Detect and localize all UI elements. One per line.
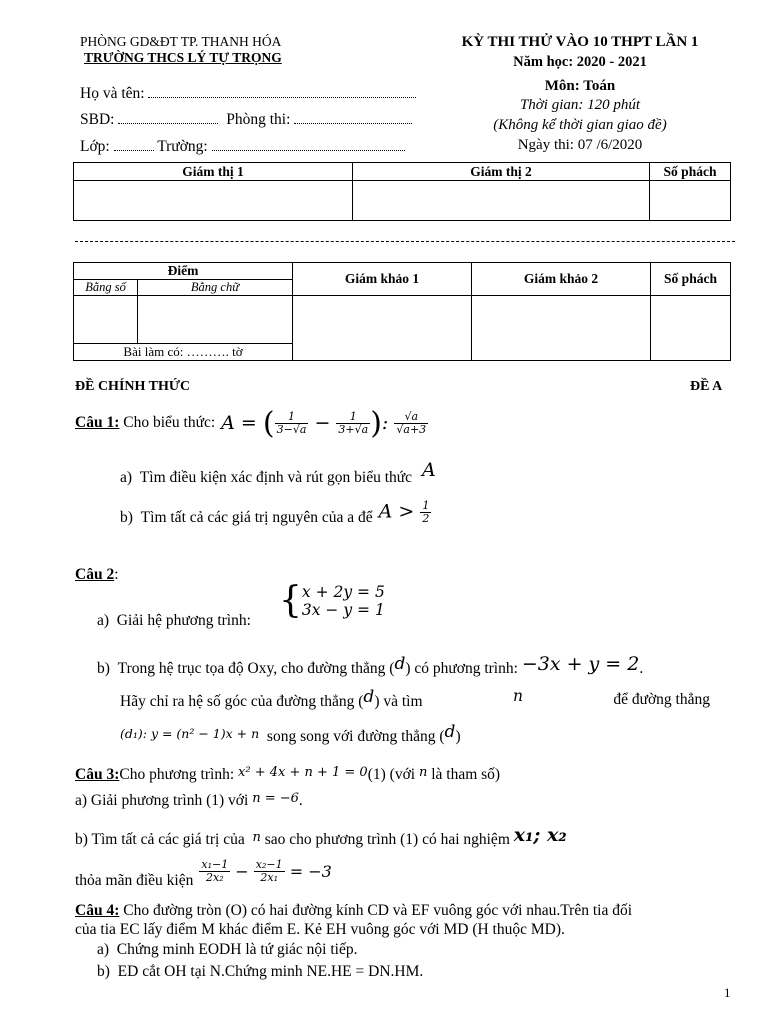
q1a: a) Tìm điều kiện xác định và rút gọn biểu thức A <box>120 459 436 486</box>
q1b-condition: A > $\frac{1}{2}$ <box>378 498 430 525</box>
q1-expression: A = ( $\frac{1}{3-√a}$ − $\frac{1}{3+√a}$ ) : $\frac{√a}{√a+3}$ <box>221 405 427 441</box>
q2b-line2: Hãy chỉ ra hệ số góc của đường thẳng (d) và tìm n để đường thẳng <box>120 687 710 710</box>
school-year: Năm học: 2020 - 2021 <box>513 54 647 70</box>
q4b: b) ED cắt OH tại N.Chứng minh NE.HE = DN.HM. <box>97 963 424 980</box>
q2a-eq1: x + 2y = 5 <box>301 583 385 601</box>
cut-line <box>75 241 735 242</box>
exam-time-note: (Không kể thời gian giao đề) <box>493 117 667 133</box>
q3b: b) Tìm tất cả các giá trị của n sao cho phương trình (1) có hai nghiệm x₁; x₂ <box>75 824 567 848</box>
exam-date: Ngày thi: 07 /6/2020 <box>517 137 643 153</box>
code-cell-2[interactable] <box>651 296 731 361</box>
score-table <box>73 262 731 361</box>
score-words-cell[interactable] <box>138 296 293 344</box>
invigilator-2-cell[interactable] <box>353 181 650 221</box>
q2a-system: { x + 2y = 5 3x − y = 1 <box>279 580 385 621</box>
dept-name: PHÒNG GD&ĐT TP. THANH HÓA <box>80 34 282 49</box>
code-header: Số phách <box>650 163 731 181</box>
q1-text: Cho biểu thức: <box>123 414 216 431</box>
grader-2-cell[interactable] <box>472 296 651 361</box>
q3-condition: thỏa mãn điều kiện $\frac{\text{x₁−1}}{\text{2x₂}}$ − $\frac{\text{x₂−1}}{\text{2x₁}}$ = −3 <box>75 858 332 889</box>
class-field[interactable] <box>114 138 154 151</box>
grader-1-cell[interactable] <box>293 296 472 361</box>
page-number: 1 <box>724 985 731 1000</box>
version-label: ĐỀ A <box>690 379 723 394</box>
class-row <box>80 138 405 156</box>
q3-roots: x₁; x₂ <box>513 824 567 846</box>
invigilator-1-cell[interactable] <box>74 181 353 221</box>
q2-label: Câu 2 <box>75 566 115 583</box>
score-header: Điểm <box>74 263 293 280</box>
q3-label: Câu 3: <box>75 766 120 783</box>
invigilator-2-header: Giám thị 2 <box>353 163 650 181</box>
q4-label: Câu 4: <box>75 902 120 919</box>
subject: Môn: Toán <box>544 78 616 94</box>
q4a: a) Chứng minh EODH là tứ giác nội tiếp. <box>97 941 358 958</box>
exam-title: KỲ THI THỬ VÀO 10 THPT LẦN 1 <box>461 34 699 50</box>
pages-count: Bài làm có: ………. tờ <box>74 344 293 361</box>
invigilator-1-header: Giám thị 1 <box>74 163 353 181</box>
q3-equation: x² + 4x + n + 1 = 0 <box>238 765 368 780</box>
by-words-header: Bằng chữ <box>138 280 293 296</box>
q2b-d1-equation: (d₁): y = (n² − 1)x + n <box>120 726 260 741</box>
by-number-header: Bằng số <box>74 280 138 296</box>
q1b-text: Tìm tất cả các giá trị nguyên của a để <box>140 509 373 526</box>
name-row <box>80 85 416 103</box>
sbd-field[interactable] <box>118 111 218 124</box>
code-cell[interactable] <box>650 181 731 221</box>
invigilator-table <box>73 162 731 221</box>
room-label: Phòng thi: <box>226 111 291 128</box>
grader-2-header: Giám khảo 2 <box>472 263 651 296</box>
exam-time: Thời gian: 120 phút <box>519 97 641 113</box>
q2a: a) Giải hệ phương trình: <box>97 612 251 629</box>
q3-condition-expr: $\frac{\text{x₁−1}}{\text{2x₂}}$ − $\frac{\text{x₂−1}}{\text{2x₁}}$ = −3 <box>201 858 332 884</box>
q2b: b) Trong hệ trục tọa độ Oxy, cho đường thẳng (d) có phương trình: −3x + y = 2. <box>97 653 644 677</box>
name-field[interactable] <box>148 85 416 98</box>
q1a-text: Tìm điều kiện xác định và rút gọn biểu thức <box>139 469 413 486</box>
score-number-cell[interactable] <box>74 296 138 344</box>
q4-line2: của tia EC lấy điểm M khác điểm E. Kẻ EH vuông góc với MD (H thuộc MD). <box>75 921 565 938</box>
grader-1-header: Giám khảo 1 <box>293 263 472 296</box>
q2-stem: Câu 2: <box>75 566 119 583</box>
q3-stem: Câu 3:Cho phương trình: x² + 4x + n + 1 = 0(1) (với n là tham số) <box>75 765 501 783</box>
q1b: b) Tìm tất cả các giá trị nguyên của a để A > $\frac{1}{2}$ <box>120 498 430 526</box>
q2a-eq2: 3x − y = 1 <box>301 601 385 619</box>
name-label: Họ và tên: <box>80 85 145 102</box>
q2a-text: Giải hệ phương trình: <box>116 612 251 629</box>
sbd-label: SBD: <box>80 111 115 128</box>
q1-stem <box>75 403 428 443</box>
class-label: Lớp: <box>80 138 110 155</box>
q2b-equation: −3x + y = 2 <box>521 653 640 675</box>
q4-line1: Câu 4: Cho đường tròn (O) có hai đường kính CD và EF vuông góc với nhau.Trên tia đối <box>75 902 633 919</box>
school-name: TRƯỜNG THCS LÝ TỰ TRỌNG <box>84 50 282 65</box>
school-label: Trường: <box>157 138 208 155</box>
room-field[interactable] <box>294 111 412 124</box>
q1a-symbol: A <box>415 459 436 481</box>
q3a: a) Giải phương trình (1) với n = −6. <box>75 791 303 809</box>
school-field[interactable] <box>212 138 405 151</box>
sbd-row <box>80 111 412 129</box>
q1-label: Câu 1: <box>75 414 120 431</box>
official-label: ĐỀ CHÍNH THỨC <box>75 379 191 394</box>
q2b-line3: (d₁): y = (n² − 1)x + n song song với đường thẳng (d) <box>120 722 461 745</box>
code-header-2: Số phách <box>651 263 731 296</box>
